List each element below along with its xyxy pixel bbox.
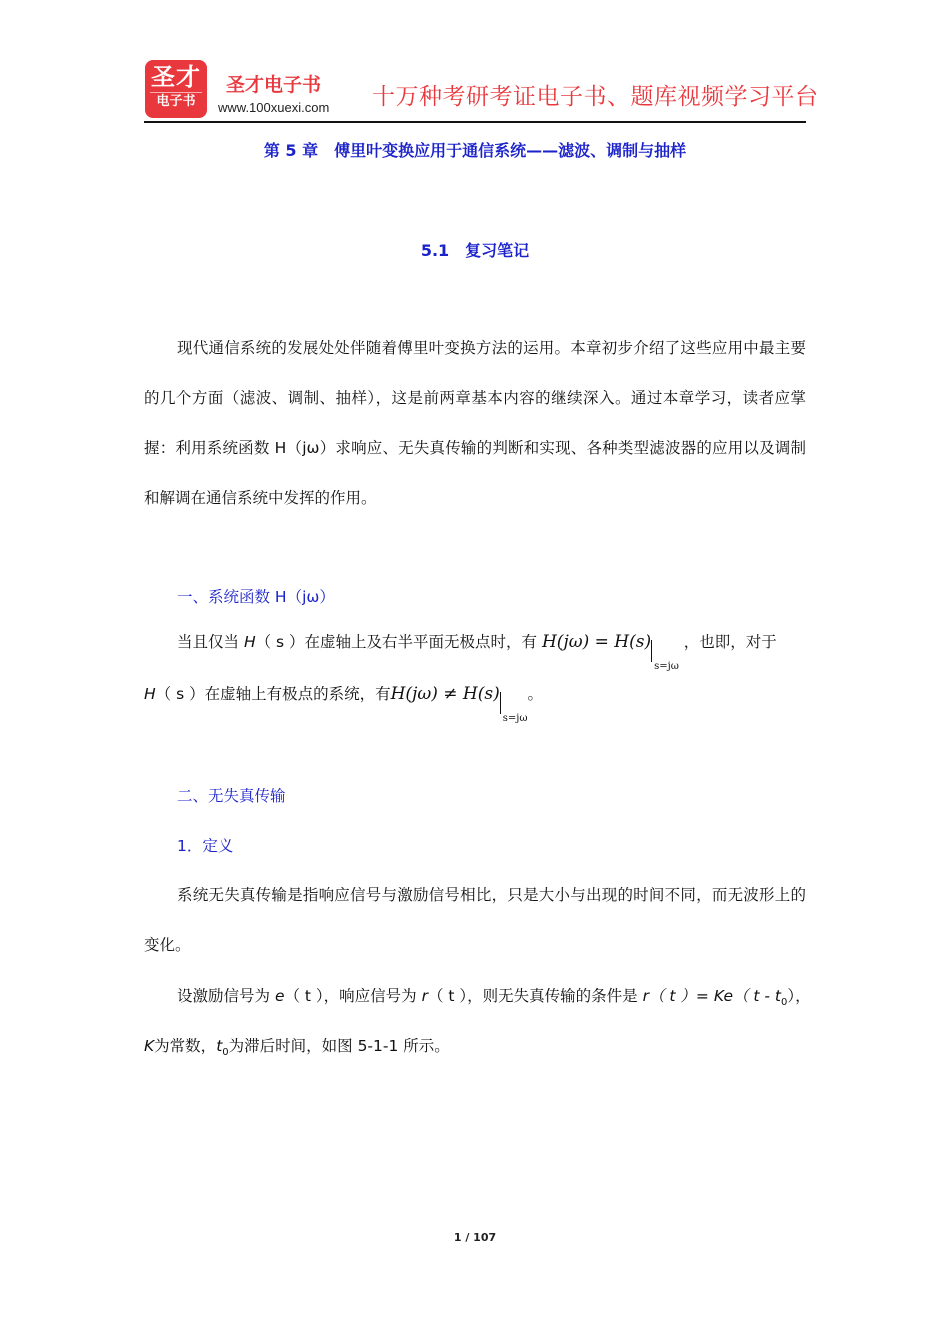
intro-paragraph: 现代通信系统的发展处处伴随着傅里叶变换方法的运用。本章初步介绍了这些应用中最主要的几个方面（滤波、调制、抽样），这是前两章基本内容的继续深入。通过本章学习，读者应掌握：利用系统函数 H（jω）求响应、无失真传输的判断和实现、各种类型滤波器的应用以及调制和解调在通信系统中发挥的作用。 <box>144 339 806 507</box>
section-title: 5.1 复习笔记 <box>420 241 530 260</box>
chapter-title: 第 5 章 傅里叶变换应用于通信系统——滤波、调制与抽样 <box>263 141 687 160</box>
system-function-line-2 <box>144 682 543 725</box>
heading-system-function: 一、系统函数 H（jω） <box>177 588 335 606</box>
page-number: 1 / 107 <box>453 1231 497 1244</box>
equation-2: $H(j\omega) \ne H(s)_{s=j\omega}$ <box>390 684 528 725</box>
system-function-line-1 <box>177 630 777 673</box>
logo-bottom-text: 电子书 <box>150 92 202 111</box>
logo <box>145 60 207 118</box>
definition-paragraph: 系统无失真传输是指响应信号与激励信号相比，只是大小与出现的时间不同，而无波形上的变化。 <box>144 886 806 954</box>
var-r: r <box>421 987 428 1005</box>
var-K: K <box>144 1037 155 1055</box>
brand-name: 圣才电子书 <box>226 74 322 96</box>
header-slogan: 十万种考研考证电子书、题库视频学习平台 <box>372 84 819 110</box>
text: （ s ） <box>255 633 305 651</box>
text: 在虚轴上及右半平面无极点时，有 <box>304 633 538 651</box>
brand-url[interactable]: www.100xuexi.com <box>218 100 330 115</box>
text: 当且仅当 <box>177 633 244 651</box>
text: 在虚轴上有极点的系统，有 <box>204 685 391 703</box>
var-H: H <box>144 685 156 703</box>
heading-distortionless: 二、无失真传输 <box>177 787 286 805</box>
condition-line-1: 设激励信号为 e（ t ），响应信号为 r（ t ），则无失真传输的条件是 r（ t ）= Ke（ t - $t_0$）， <box>177 987 811 1009</box>
condition-line-2: K为常数，$t_0$为滞后时间，如图 5-1-1 所示。 <box>144 1037 450 1059</box>
logo-top-text: 圣才 <box>151 63 201 91</box>
header-divider <box>144 121 806 123</box>
var-H: H <box>243 633 256 651</box>
text: ，也即，对于 <box>683 633 777 651</box>
subheading-definition: 1．定义 <box>177 837 234 855</box>
condition-equation: r（ t ）= Ke（ t - t <box>642 987 782 1005</box>
text: （ s ） <box>155 685 205 703</box>
var-t0: t <box>216 1037 223 1055</box>
text: 。 <box>527 685 543 703</box>
equation-1: $H(j\omega) = H(s)_{s=j\omega}$ <box>541 632 679 673</box>
var-e: e <box>274 987 285 1005</box>
